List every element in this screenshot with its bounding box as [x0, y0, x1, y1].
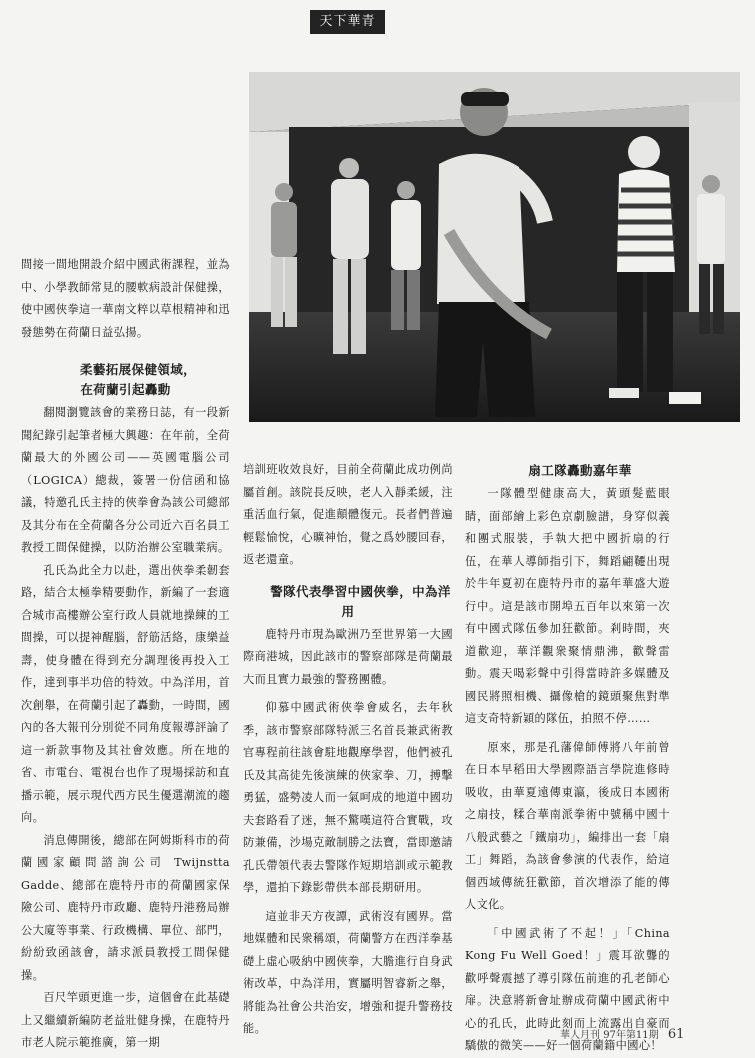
section-heading-wellness — [21, 360, 230, 400]
paragraph: 消息傳開後，總部在阿姆斯科市的荷蘭國家顧問諮詢公司 Twijnstta Gadde、總部在鹿特丹市的荷蘭國家保險公司、鹿特丹市政廳、鹿特丹港務局辦公大廈等事業、行政機構、單位、部門，紛紛致函該會，請求派員教授工間保健操。 — [21, 833, 230, 982]
paragraph: 這並非天方夜譚，武術沒有國界。當地媒體和民衆稱頌，荷蘭警方在西洋拳基礎上虛心吸納中國俠拳，大膽進行自身武術改革，中為洋用，實屬明智睿新之舉，將能為社會公共治安，增強和提升警務技能。 — [243, 909, 453, 1035]
paragraph: 仰慕中國武術俠拳會威名，去年秋季，該市警察部隊特派三名首長兼武術教官專程前往該會駐地觀摩學習，他們被孔氏及其高徒先後演練的俠家拳、刀，搏擊勇猛，盛勢凌人而一氣呵成的地道中國功夫套路看了迷，無不驚嘆這符合實戰，攻防兼備，沙場克敵制勝之法寶，當即邀請孔氏帶領代表去警隊作短期培訓或示範教學，還拍下錄影帶供本部長期研用。 — [243, 701, 453, 894]
page-footer — [560, 1026, 684, 1042]
paragraph: 培訓班收效良好，目前全荷蘭此成功例尚屬首創。該院長反映，老人入靜柔緩，注重活血行氣，促進顛體復元。長者們普遍輕鬆愉悅，心曠神怡，覺之爲妙腰回春，返老還童。 — [243, 463, 453, 566]
tai-chi-class-photo — [249, 72, 740, 422]
column-right — [465, 459, 670, 1058]
issue-number: 97年第11期 — [603, 1030, 659, 1041]
paragraph: 鹿特丹市現為歐洲乃至世界第一大國際商港城，因此該市的警察部隊是荷蘭最大而且實力最強的警務團體。 — [243, 627, 453, 686]
magazine-name: 華人月刊 — [560, 1030, 600, 1041]
paragraph: 百尺竿頭更進一步，這個會在此基礎上又繼續新編防老益壯健身操，在鹿特丹市老人院示範推廣，第一期 — [21, 991, 230, 1049]
heading-line-1: 柔藝拓展保健領域， — [79, 362, 197, 377]
column-middle — [243, 459, 453, 1041]
section-heading-fan-team: 扇工隊轟動嘉年華 — [528, 463, 632, 478]
paragraph: 孔氏為此全力以赴，選出俠拳柔韌套路，結合太極拳精要動作，新編了一套適合城市高樓辦公室行政人員就地操練的工間操，可以提神醒腦，舒筋活絡，康樂益壽，使身體在得到充分調理後再投入工作，達到事半功倍的特效。中為洋用，首次創舉，在荷蘭引起了轟動，一時間，國內的各大報刊分別從不同角度報導評論了這一新款事物及其社會效應。所在地的省、市電台、電視台也作了現場採訪和直播示範，展示現代西方民生優選潮流的趨向。 — [21, 563, 230, 824]
paragraph: 翻閱瀏覽該會的業務日誌，有一段新聞紀錄引起筆者極大興趣：在年前，全荷蘭最大的外國公司——英國電腦公司（LOGICA）總裁，簽署一份信函和協議，特邀孔氏主持的俠拳會為該公司總部及其分布在全荷蘭各分公司近六百名員工教授工間保健操，以防治辦公室職業病。 — [21, 406, 230, 554]
section-heading-police: 警隊代表學習中國俠拳，中為洋用 — [270, 583, 451, 619]
paragraph: 一隊體型健康高大，黃頭髮藍眼睛，面部繪上彩色京劇臉譜，身穿似義和團式服裝，手執大把中國折扇的行伍，在華人導師指引下，舞蹈翩韆出現於牛年夏初在鹿特丹市的嘉年華盛大遊行中。這是該市開埠五百年以來第一次有中國式隊伍參加狂歡節。剎時間，夾道歡迎，華洋觀衆聚情鼎沸，歡聲雷動。震天喝彩聲中引得當時許多媒體及國民將照相機、攝像槍的鏡頭聚焦對準這支奇特新穎的隊伍，拍照不停…… — [465, 487, 670, 725]
column-left — [21, 254, 230, 1055]
heading-line-2: 在荷蘭引起轟動 — [80, 382, 171, 397]
paragraph: 「中國武術了不起！」「China Kong Fu Well Goed！」震耳欲聾的歡呼聲震撼了導引隊伍前進的孔老師心扉。決意將新會址辦成荷蘭中國武術中心的孔氏，此時此刻而上流露出自豪而驕傲的微笑——好一個荷蘭籍中國心！ — [465, 926, 670, 1052]
section-tag: 天下華青 — [310, 10, 385, 34]
paragraph: 原來，那是孔藩偉師傅將八年前曾在日本早稻田大學國際語言學院進修時吸收，由華夏遠傳東瀛，後成日本國術之扇技，糅合華南派拳術中號稱中國十八般武藝之「鐵扇功」，編排出一套「扇工」舞蹈，為該會參演的代表作，給這個西域傳統狂歡節，首次增添了能的傳人文化。 — [465, 740, 670, 911]
page-number: 61 — [667, 1027, 685, 1042]
intro-paragraph: 間接一間地開設介紹中國武術課程，並為中、小學教師常見的腰軟病設計保健操，使中國俠拳這一華南文粹以草根精神和迅發態勢在荷蘭日益弘揚。 — [21, 258, 230, 339]
